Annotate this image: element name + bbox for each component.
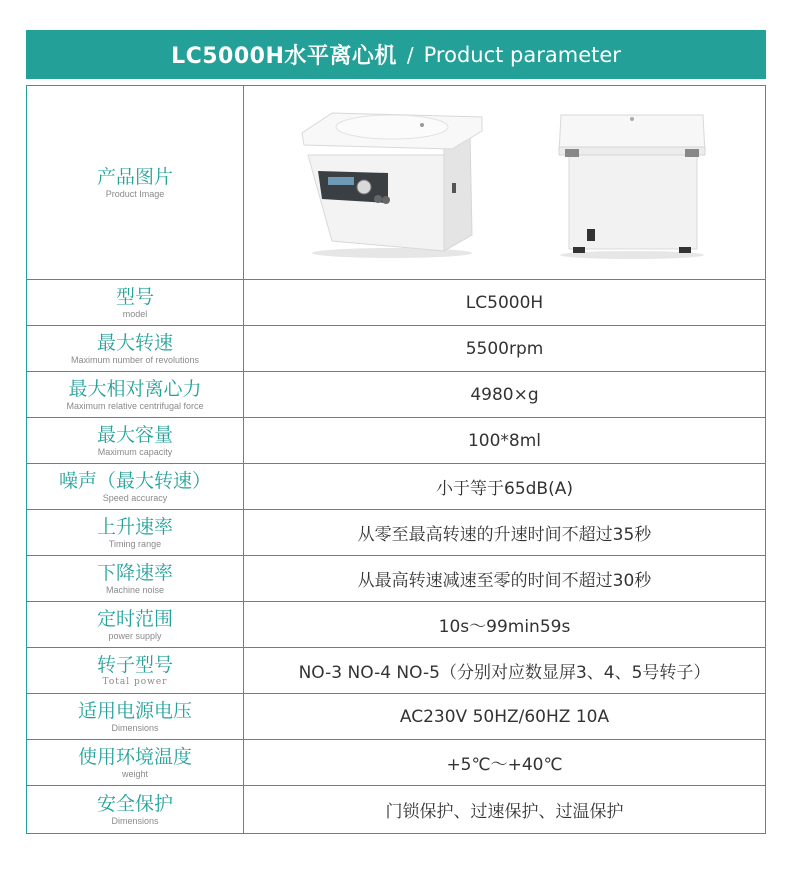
value-max-rcf: 4980×g [244, 372, 766, 418]
label-cn: 最大相对离心力 [68, 377, 202, 400]
value-rise-rate: 从零至最高转速的升速时间不超过35秒 [244, 510, 766, 556]
value-fall-rate: 从最高转速减速至零的时间不超过30秒 [244, 556, 766, 602]
label-cn: 噪声（最大转速） [58, 469, 211, 492]
label-en: Total power [102, 676, 168, 687]
value-max-speed: 5500rpm [244, 326, 766, 372]
title-separator: / [406, 42, 414, 67]
product-images [244, 86, 766, 280]
table-row [27, 786, 766, 834]
label-cn: 上升速率 [96, 515, 173, 538]
label-en: Maximum relative centrifugal force [66, 400, 204, 411]
value-noise: 小于等于65dB(A) [244, 464, 766, 510]
table-row [27, 372, 766, 418]
row-label [27, 86, 244, 280]
value-power-supply: AC230V 50HZ/60HZ 10A [244, 694, 766, 740]
table-row [27, 418, 766, 464]
label-en: Dimensions [111, 722, 159, 733]
table-row [27, 280, 766, 326]
label-en: Dimensions [111, 815, 159, 826]
label-en: model [122, 308, 148, 319]
table-row [27, 602, 766, 648]
label-cn: 转子型号 [96, 653, 173, 676]
label-cn: 产品图片 [96, 165, 173, 188]
label-cn: 型号 [115, 285, 154, 308]
value-model: LC5000H [244, 280, 766, 326]
table-row [27, 326, 766, 372]
label-cn: 下降速率 [96, 561, 173, 584]
value-ambient-temp: +5℃～+40℃ [244, 740, 766, 786]
product-title: LC5000H水平离心机 [171, 44, 397, 69]
product-subtitle: Product parameter [423, 42, 621, 67]
label-en: Product Image [105, 188, 165, 199]
label-cn: 定时范围 [96, 607, 173, 630]
table-row [27, 556, 766, 602]
value-safety-protection: 门锁保护、过速保护、过温保护 [244, 786, 766, 834]
table-row [27, 740, 766, 786]
value-rotor-model: NO-3 NO-4 NO-5（分别对应数显屏3、4、5号转子） [244, 648, 766, 694]
label-cn: 最大转速 [96, 331, 173, 354]
label-cn: 使用环境温度 [77, 745, 192, 768]
value-max-capacity: 100*8ml [244, 418, 766, 464]
table-row [27, 510, 766, 556]
label-en: weight [121, 768, 148, 779]
table-row-product-image [27, 86, 766, 280]
label-en: Timing range [108, 538, 162, 549]
label-cn: 安全保护 [96, 792, 173, 815]
table-row [27, 464, 766, 510]
header-banner [26, 30, 766, 79]
centrifuge-front-image [292, 103, 492, 263]
label-cn: 适用电源电压 [77, 699, 192, 722]
label-en: Maximum number of revolutions [70, 354, 200, 365]
label-en: Machine noise [105, 584, 165, 595]
table-row [27, 648, 766, 694]
table-row [27, 694, 766, 740]
centrifuge-rear-image [547, 103, 717, 263]
label-en: Maximum capacity [97, 446, 173, 457]
label-en: Speed accuracy [102, 492, 168, 503]
value-timer-range: 10s～99min59s [244, 602, 766, 648]
label-cn: 最大容量 [96, 423, 173, 446]
label-en: power supply [108, 630, 162, 641]
parameter-table [26, 85, 766, 834]
